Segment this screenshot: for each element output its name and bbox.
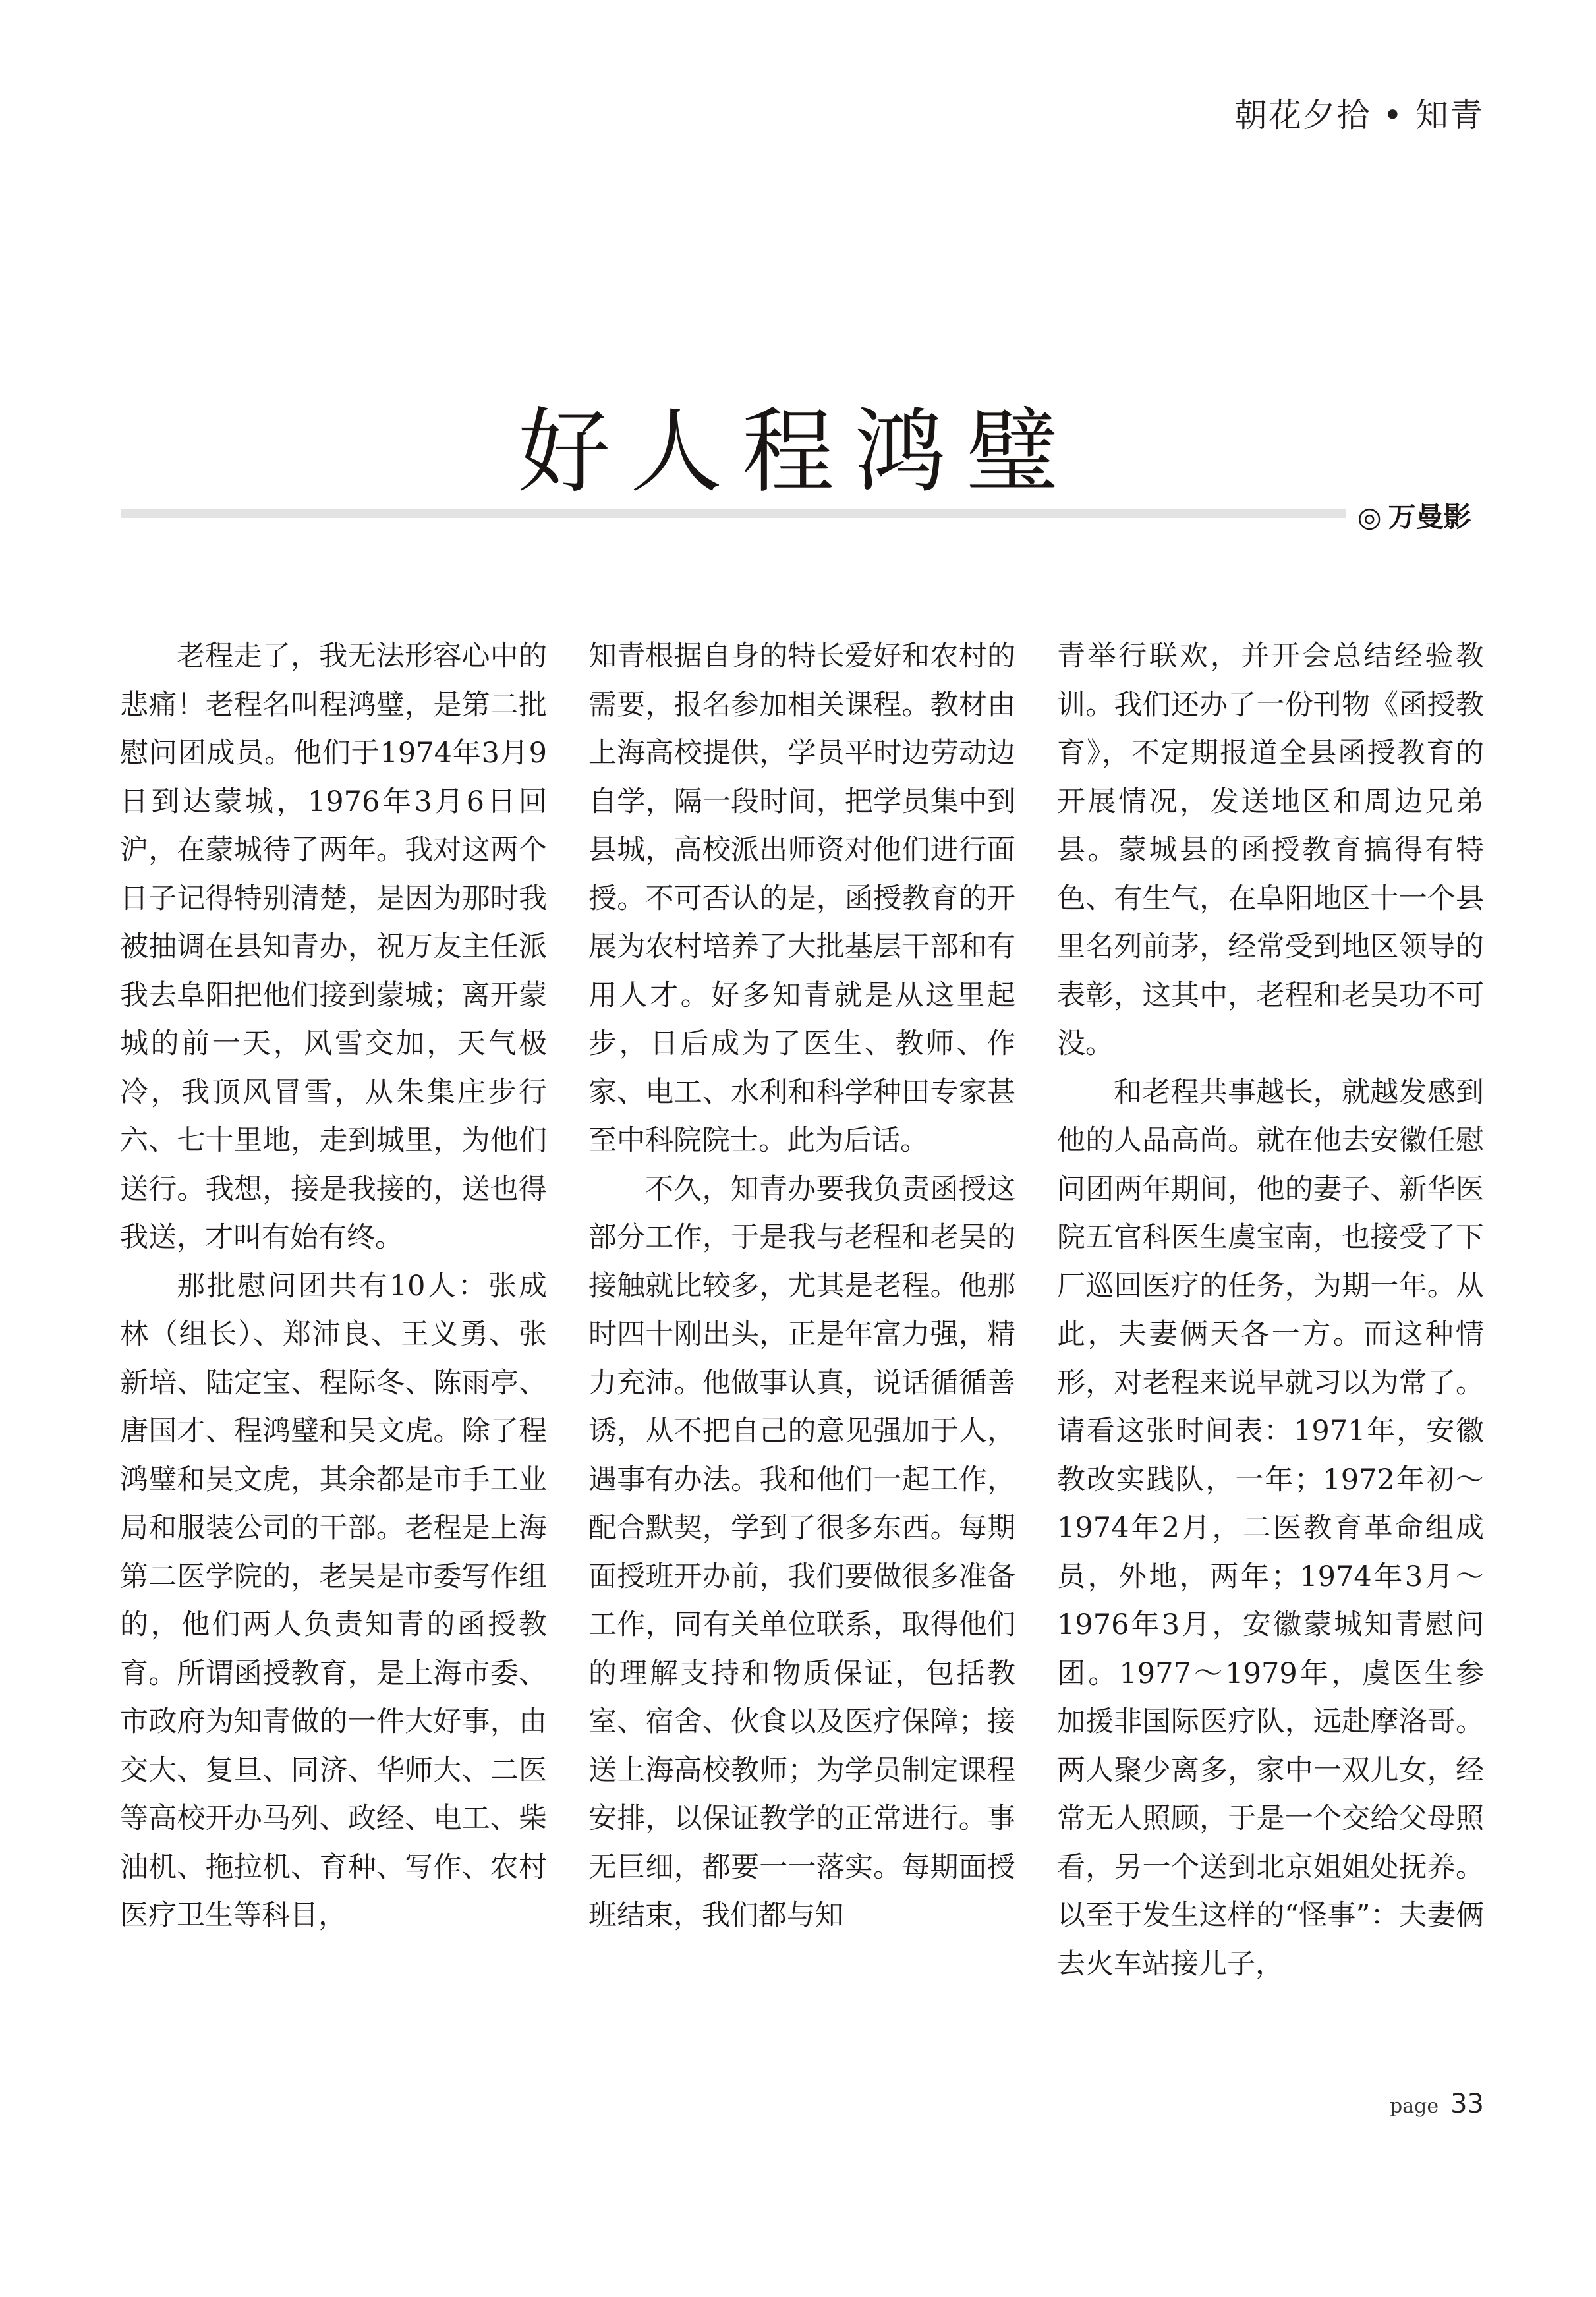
paragraph: 和老程共事越长，就越发感到他的人品高尚。就在他去安徽任慰问团两年期间，他的妻子、新华医院五官科医生虞宝南，也接受了下厂巡回医疗的任务，为期一年。从此，夫妻俩天各一方。而这种情形，对老程来说早就习以为常了。请看这张时间表：1971年，安徽教改实践队，一年；1972年初～1974年2月，二医教育革命组成员，外地，两年；1974年3月～1976年3月，安徽蒙城知青慰问团。1977～1979年，虞医生参加援非国际医疗队，远赴摩洛哥。两人聚少离多，家中一双儿女，经常无人照顾，于是一个交给父母照看，另一个送到北京姐姐处抚养。以至于发生这样的“怪事”：夫妻俩去火车站接儿子，: [1057, 1075, 1484, 1981]
article-body: [120, 633, 1484, 2029]
paragraph: 青举行联欢，并开会总结经验教训。我们还办了一份刊物《函授教育》，不定期报道全县函授教育的开展情况，发送地区和周边兄弟县。蒙城县的函授教育搞得有特色、有生气，在阜阳地区十一个县里名列前茅，经常受到地区领导的表彰，这其中，老程和老吴功不可没。: [1057, 640, 1484, 1060]
title-divider: [121, 509, 1346, 518]
byline: [1357, 496, 1471, 535]
section-header: 朝花夕拾 • 知青: [1234, 96, 1484, 134]
text-column-3: [1057, 633, 1484, 2029]
article-title: 好人程鸿璧: [517, 398, 1078, 506]
paragraph: 知青根据自身的特长爱好和农村的需要，报名参加相关课程。教材由上海高校提供，学员平时边劳动边自学，隔一段时间，把学员集中到县城，高校派出师资对他们进行面授。不可否认的是，函授教育的开展为农村培养了大批基层干部和有用人才。好多知青就是从这里起步，日后成为了医生、教师、作家、电工、水利和科学种田专家甚至中科院院士。此为后话。: [588, 640, 1015, 1157]
page-number: [1390, 2089, 1484, 2119]
author-name: 万曼影: [1388, 501, 1471, 533]
paragraph: 不久，知青办要我负责函授这部分工作，于是我与老程和老吴的接触就比较多，尤其是老程。他那时四十刚出头，正是年富力强，精力充沛。他做事认真，说话循循善诱，从不把自己的意见强加于人，遇事有办法。我和他们一起工作，配合默契，学到了很多东西。每期面授班开办前，我们要做很多准备工作，同有关单位联系，取得他们的理解支持和物质保证，包括教室、宿舍、伙食以及医疗保障；接送上海高校教师；为学员制定课程安排，以保证教学的正常进行。事无巨细，都要一一落实。每期面授班结束，我们都与知: [588, 1172, 1015, 1932]
paragraph: 老程走了，我无法形容心中的悲痛！老程名叫程鸿璧，是第二批慰问团成员。他们于1974年3月9日到达蒙城，1976年3月6日回沪，在蒙城待了两年。我对这两个日子记得特别清楚，是因为那时我被抽调在县知青办，祝万友主任派我去阜阳把他们接到蒙城；离开蒙城的前一天，风雪交加，天气极冷，我顶风冒雪，从朱集庄步行六、七十里地，走到城里，为他们送行。我想，接是我接的，送也得我送，才叫有始有终。: [120, 640, 547, 1254]
text-column-2: [588, 633, 1015, 2029]
text-column-1: [120, 633, 547, 2029]
page-number-value: 33: [1450, 2089, 1484, 2119]
page-label: page: [1390, 2095, 1439, 2118]
paragraph: 那批慰问团共有10人：张成林（组长）、郑沛良、王义勇、张新培、陆定宝、程际冬、陈雨亭、唐国才、程鸿璧和吴文虎。除了程鸿璧和吴文虎，其余都是市手工业局和服装公司的干部。老程是上海第二医学院的，老吴是市委写作组的，他们两人负责知青的函授教育。所谓函授教育，是上海市委、市政府为知青做的一件大好事，由交大、复旦、同济、华师大、二医等高校开办马列、政经、电工、柴油机、拖拉机、育种、写作、农村医疗卫生等科目，: [120, 1269, 547, 1932]
byline-mark-icon: ◎: [1357, 501, 1382, 533]
